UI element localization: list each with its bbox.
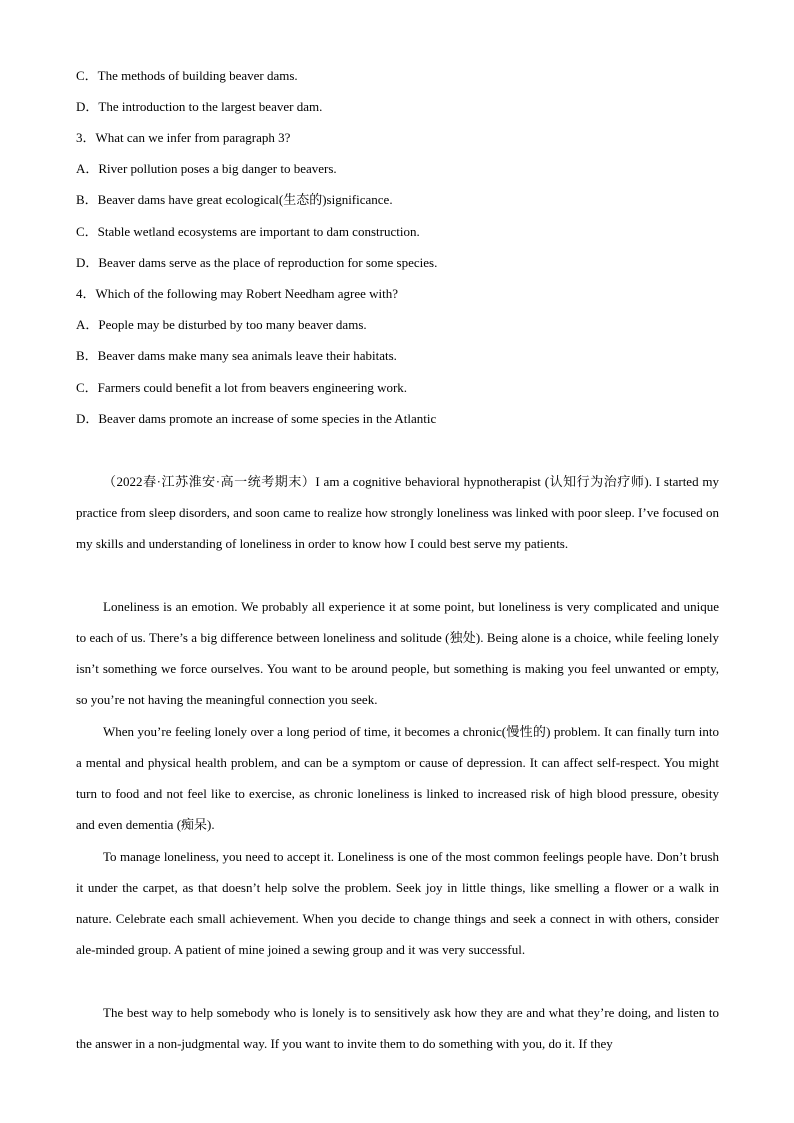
q3-stem: 3．What can we infer from paragraph 3? — [76, 130, 291, 145]
q4-option-c: C．Farmers could benefit a lot from beavers engineering work. — [76, 380, 408, 395]
passage-paragraph-4: To manage loneliness, you need to accept it. Loneliness is one of the most common feelings people have. Don’t brush it under the carpet, as that doesn’t help solve the problem. Seek joy in little things, like smelling a flower or a walk in nature. Celebrate each small achievement. When you decide to change things and seek a connect in with others, consider ale-minded group. A patient of mine joined a sewing group and it was very successful. — [76, 849, 719, 957]
q4-option-a: A．People may be disturbed by too many beaver dams. — [76, 317, 367, 332]
q4-option-d: D．Beaver dams promote an increase of some species in the Atlantic — [76, 411, 437, 426]
q3-option-b: B．Beaver dams have great ecological(生态的)significance. — [76, 192, 393, 207]
q3-option-a: A．River pollution poses a big danger to beavers. — [76, 161, 337, 176]
q3-option-c: C．Stable wetland ecosystems are important to dam construction. — [76, 224, 420, 239]
passage-paragraph-1: （2022春·江苏淮安·高一统考期末）I am a cognitive behavioral hypnotherapist (认知行为治疗师). I started my practice from sleep disorders, and soon came to realize how strongly loneliness was linked with poor sleep. I’ve focused on my skills and understanding of loneliness in order to know how I could best serve my patients. — [76, 474, 719, 551]
q4-option-b: B．Beaver dams make many sea animals leave their habitats. — [76, 348, 397, 363]
q2-option-d: D．The introduction to the largest beaver dam. — [76, 99, 323, 114]
q2-option-c: C．The methods of building beaver dams. — [76, 68, 298, 83]
passage-paragraph-5: The best way to help somebody who is lonely is to sensitively ask how they are and what they’re doing, and listen to the answer in a non-judgmental way. If you want to invite them to do something with you, do it. If they — [76, 1005, 719, 1051]
passage-paragraph-2: Loneliness is an emotion. We probably all experience it at some point, but loneliness is very complicated and unique to each of us. There’s a big difference between loneliness and solitude (独处). Being alone is a choice, while feeling lonely isn’t something we force ourselves. You want to be around people, but something is making you feel unwanted or empty, so you’re not having the meaningful connection you seek. — [76, 599, 719, 707]
q4-stem: 4．Which of the following may Robert Needham agree with? — [76, 286, 399, 301]
passage-paragraph-3: When you’re feeling lonely over a long period of time, it becomes a chronic(慢性的) problem. It can finally turn into a mental and physical health problem, and can be a symptom or cause of depression. It can affect self-respect. You might turn to food and not feel like to exercise, as chronic loneliness is linked to increased risk of high blood pressure, obesity and even dementia (痴呆). — [76, 724, 719, 832]
q3-option-d: D．Beaver dams serve as the place of reproduction for some species. — [76, 255, 438, 270]
